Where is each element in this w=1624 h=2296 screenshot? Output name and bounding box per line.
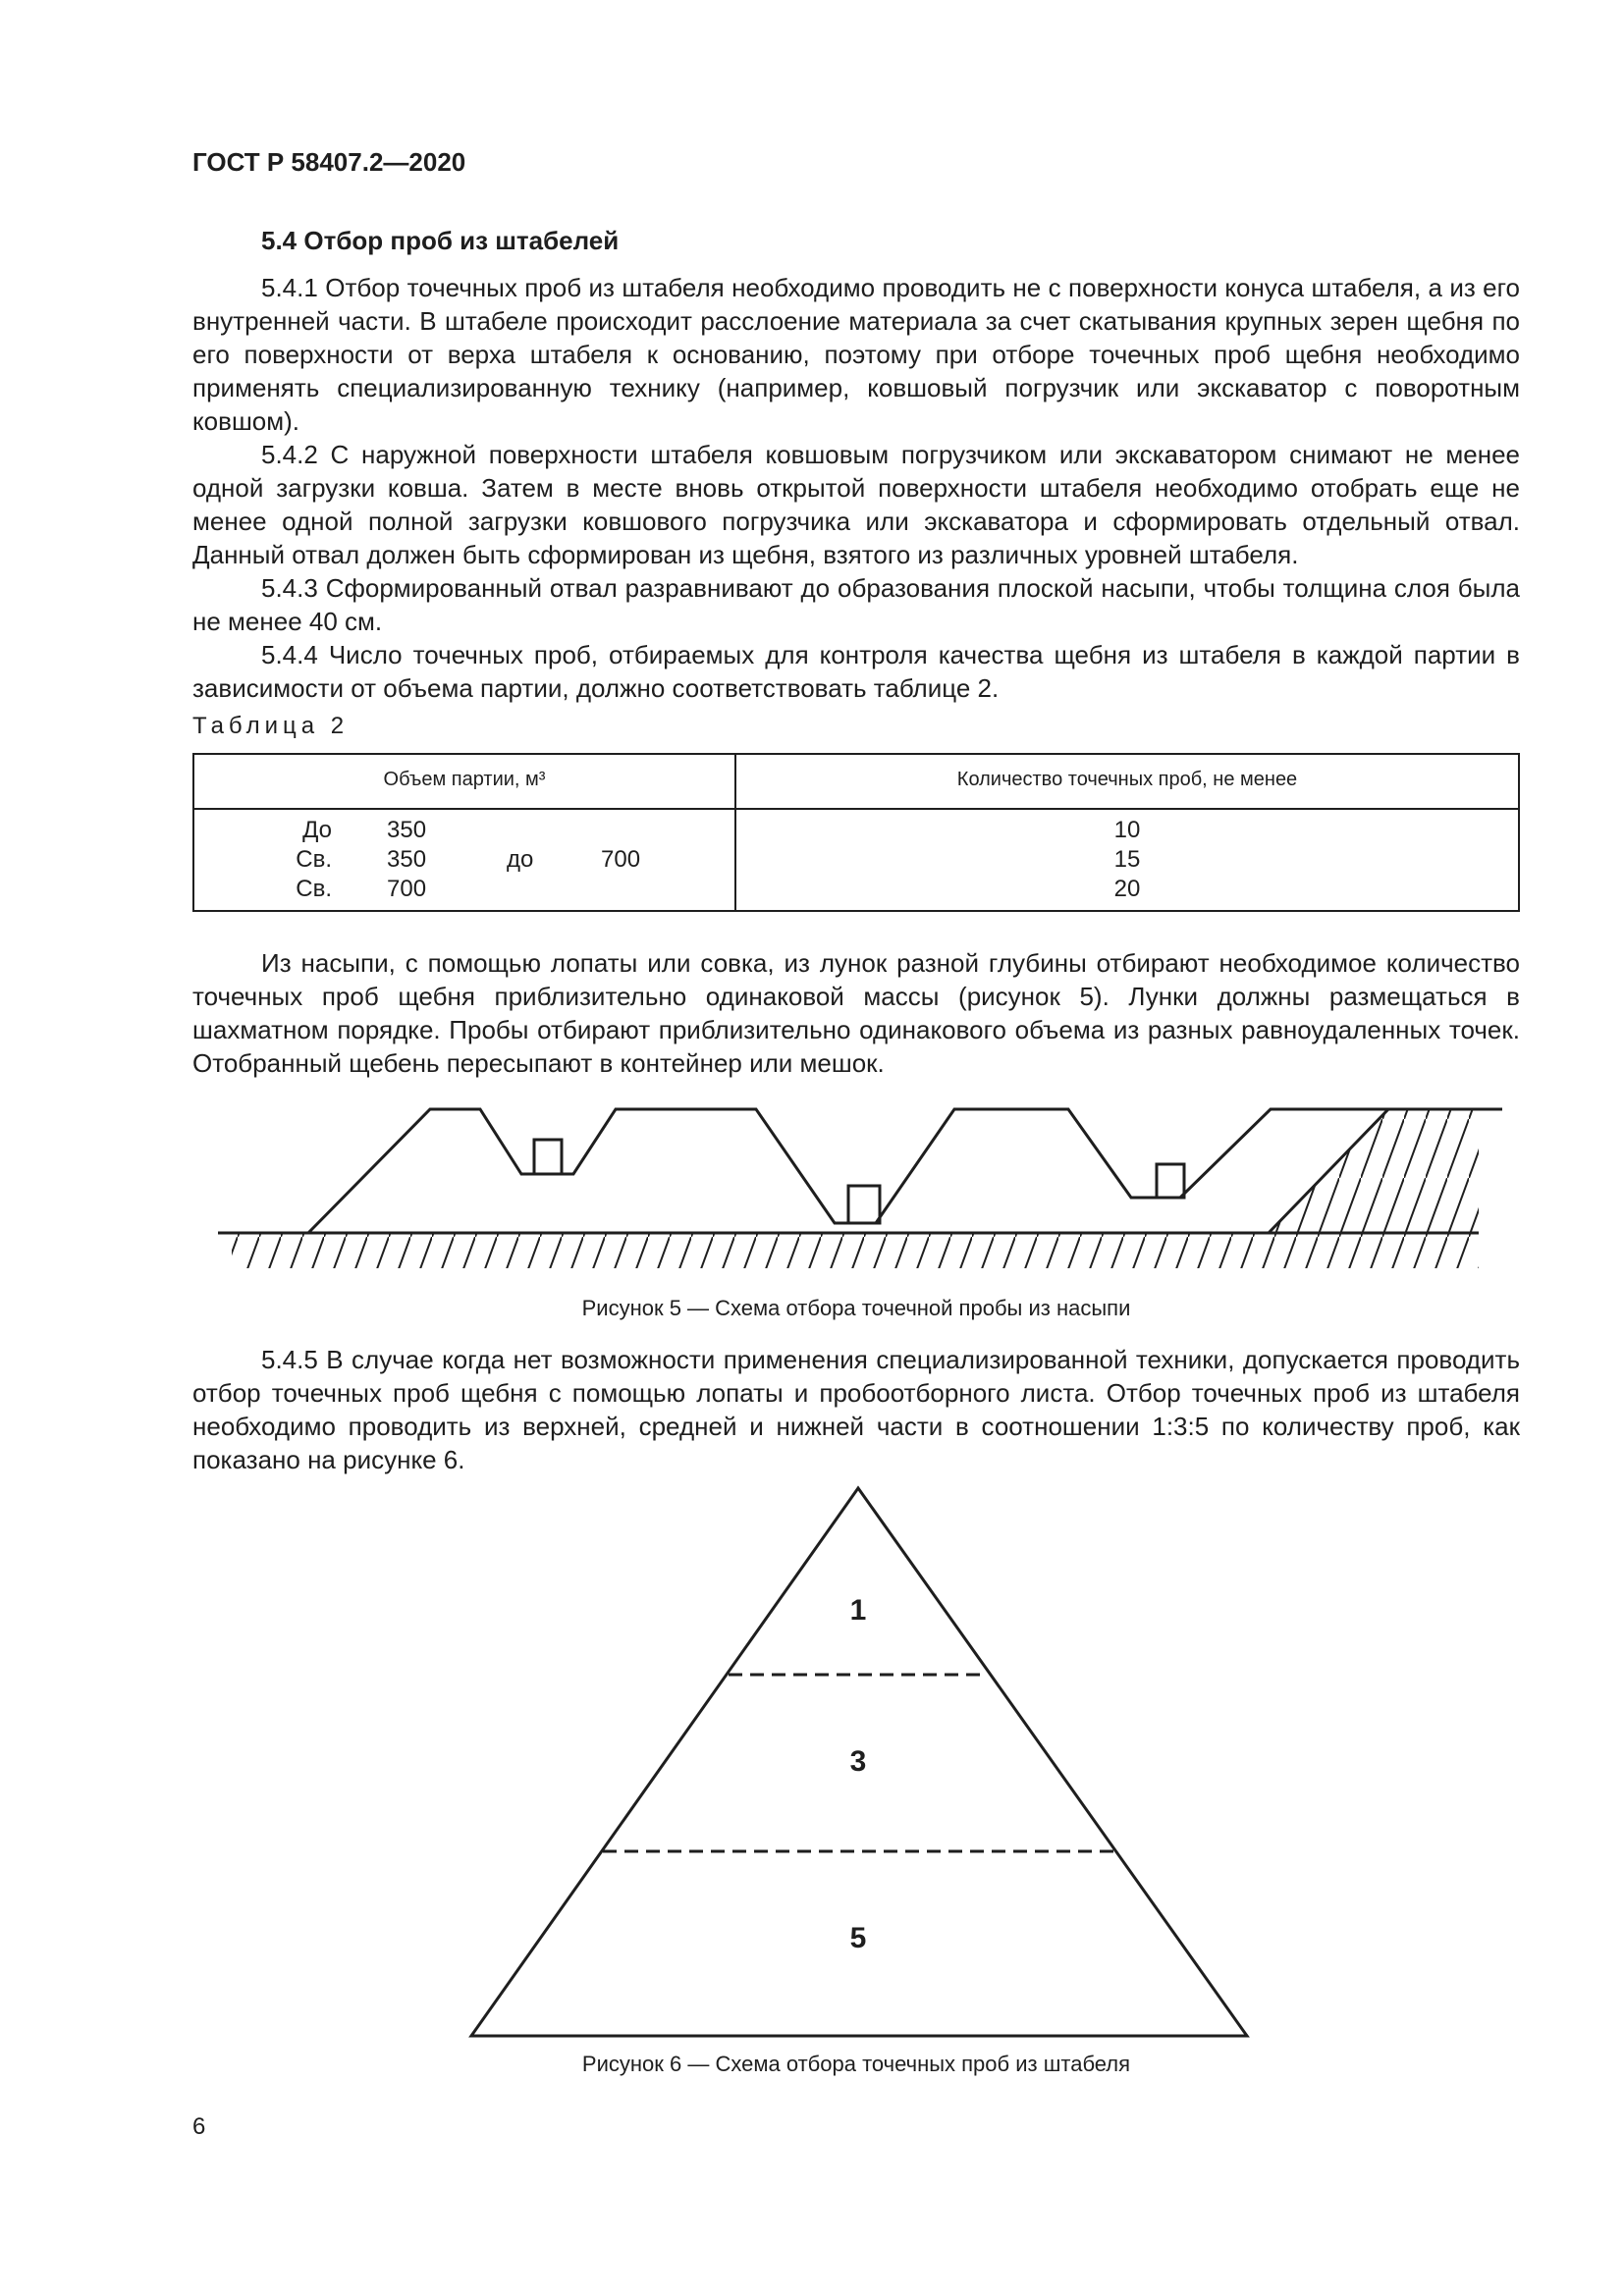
table-header-volume: Объем партии, м³ (383, 769, 546, 790)
paragraph-5-4-5: 5.4.5 В случае когда нет возможности применения специализированной техники, допускается проводить отбор точечных проб щебня с помощью лопаты и пробоотборного листа. Отбор точечных проб из штабеля необходимо проводить из верхней, средней и нижней части в соотношении 1:3:5 по количеству проб, как показано на рисунке 6. (192, 1345, 1520, 1474)
figure-5-caption: Рисунок 5 — Схема отбора точечной пробы из насыпи (581, 1296, 1131, 1320)
table-cell-to-word: до (507, 846, 534, 873)
table-cell-count: 20 (1113, 876, 1141, 902)
table-title: Таблица 2 (192, 713, 350, 739)
paragraph-5-4-3: 5.4.3 Сформированный отвал разравнивают до образования плоской насыпи, чтобы толщина слоя была не менее 40 см. (192, 573, 1520, 636)
figure-6-diagram (0, 1472, 1624, 2042)
table-cell-from: 350 (387, 846, 427, 873)
table-cell-from: 350 (387, 817, 427, 843)
table-cell-from: 700 (387, 876, 427, 902)
figure-5-diagram (0, 1080, 1624, 1286)
page-number: 6 (192, 2113, 206, 2140)
sample-box (534, 1140, 562, 1174)
paragraph-5-4-4: 5.4.4 Число точечных проб, отбираемых для контроля качества щебня из штабеля в каждой партии в зависимости от объема партии, должно соответствовать таблице 2. (192, 640, 1520, 703)
table-cell-count: 10 (1113, 817, 1141, 843)
slope-hatching (1269, 1109, 1479, 1233)
document-id: ГОСТ Р 58407.2—2020 (192, 147, 466, 177)
paragraph-after-table: Из насыпи, с помощью лопаты или совка, из лунок разной глубины отбирают необходимое количество точечных проб щебня приблизительно одинаковой массы (рисунок 5). Лунки должны размещаться в шахматном порядке. Пробы отбирают приблизительно одинакового объема из разных равноудаленных точек. Отобранный щебень пересыпают в контейнер или мешок. (192, 948, 1520, 1078)
table-2 (192, 753, 1520, 912)
paragraph-5-4-2: 5.4.2 С наружной поверхности штабеля ковшовым погрузчиком или экскаватором снимают не менее одной загрузки ковша. Затем в месте вновь открытой поверхности штабеля необходимо отобрать еще не менее одной полной загрузки ковшового погрузчика или экскаватора и сформировать отдельный отвал. Данный отвал должен быть сформирован из щебня, взятого из различных уровней штабеля. (192, 440, 1520, 569)
zone-label-middle: 3 (849, 1745, 867, 1778)
ground-hatching (232, 1233, 1479, 1268)
figure-6-caption: Рисунок 6 — Схема отбора точечных проб из штабеля (581, 2052, 1131, 2076)
sample-box (848, 1186, 880, 1223)
table-cell-prefix: Св. (296, 876, 332, 902)
table-cell-to: 700 (601, 846, 641, 873)
zone-label-bottom: 5 (849, 1922, 867, 1954)
table-cell-prefix: Св. (296, 846, 332, 873)
table-cell-count: 15 (1113, 846, 1141, 873)
section-heading: 5.4 Отбор проб из штабелей (261, 226, 620, 255)
paragraph-5-4-1: 5.4.1 Отбор точечных проб из штабеля необходимо проводить не с поверхности конуса штабеля, а из его внутренней части. В штабеле происходит расслоение материала за счет скатывания крупных зерен щебня по его поверхности от верха штабеля к основанию, поэтому при отборе точечных проб щебня необходимо применять специализированную технику (например, ковшовый погрузчик или экскаватор с поворотным ковшом). (192, 273, 1520, 436)
table-header-count: Количество точечных проб, не менее (956, 769, 1298, 790)
zone-label-top: 1 (849, 1594, 867, 1627)
table-header-divider (194, 808, 1518, 810)
table-cell-prefix: До (302, 817, 332, 843)
sample-box (1157, 1164, 1184, 1198)
